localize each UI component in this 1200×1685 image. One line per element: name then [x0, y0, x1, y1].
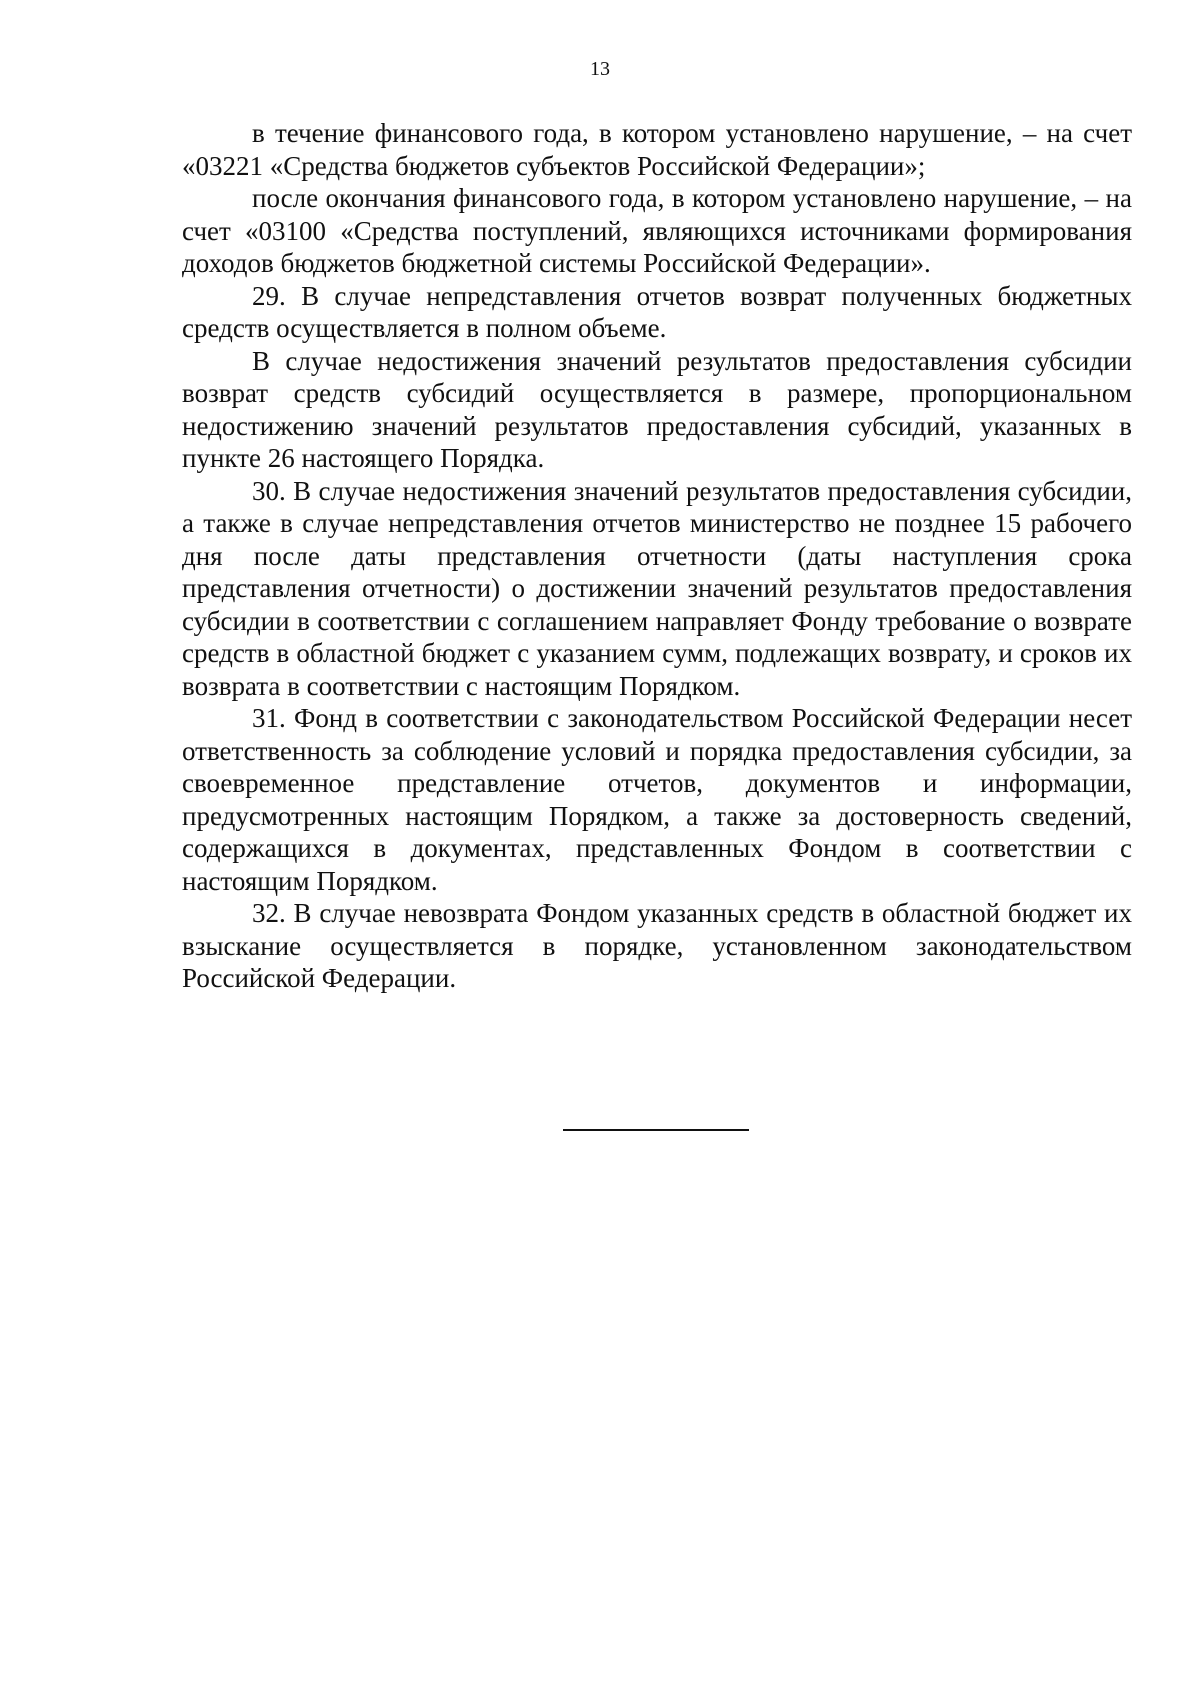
- page-number: 13: [590, 58, 610, 80]
- paragraph-account-03100: после окончания финансового года, в котором установлено нарушение, – на счет «03100 «Средства поступлений, являющихся источниками формирования доходов бюджетов бюджетной системы Российской Федерации».: [182, 183, 1132, 278]
- paragraph-clause-31: 31. Фонд в соответствии с законодательством Российской Федерации несет ответственность за соблюдение условий и порядка предоставления субсидии, за своевременное представление отчетов, документов и информации, предусмотренных настоящим Порядком, а также за достоверность сведений, содержащихся в документах, представленных Фондом в соответствии с настоящим Порядком.: [182, 703, 1132, 896]
- closing-divider-line: [563, 1129, 749, 1131]
- paragraph-clause-29: 29. В случае непредставления отчетов возврат полученных бюджетных средств осуществляется в полном объеме.: [182, 280, 1132, 343]
- document-body: [182, 117, 1132, 995]
- paragraph-clause-30: 30. В случае недостижения значений результатов предоставления субсидии, а также в случае непредставления отчетов министерство не позднее 15 рабочего дня после даты представления отчетности (даты наступления срока представления отчетности) о достижении значений результатов предоставления субсидии в соответствии с соглашением направляет Фонду требование о возврате средств в областной бюджет с указанием сумм, подлежащих возврату, и сроков их возврата в соответствии с настоящим Порядком.: [182, 475, 1132, 701]
- paragraph-clause-29-continuation: В случае недостижения значений результатов предоставления субсидии возврат средств субсидий осуществляется в размере, пропорциональном недостижению значений результатов предоставления субсидий, указанных в пункте 26 настоящего Порядка.: [182, 345, 1132, 473]
- paragraph-clause-32: 32. В случае невозврата Фондом указанных средств в областной бюджет их взыскание осуществляется в порядке, установленном законодательством Российской Федерации.: [182, 898, 1132, 993]
- paragraph-account-03221: в течение финансового года, в котором установлено нарушение, – на счет «03221 «Средства бюджетов субъектов Российской Федерации»;: [182, 118, 1132, 181]
